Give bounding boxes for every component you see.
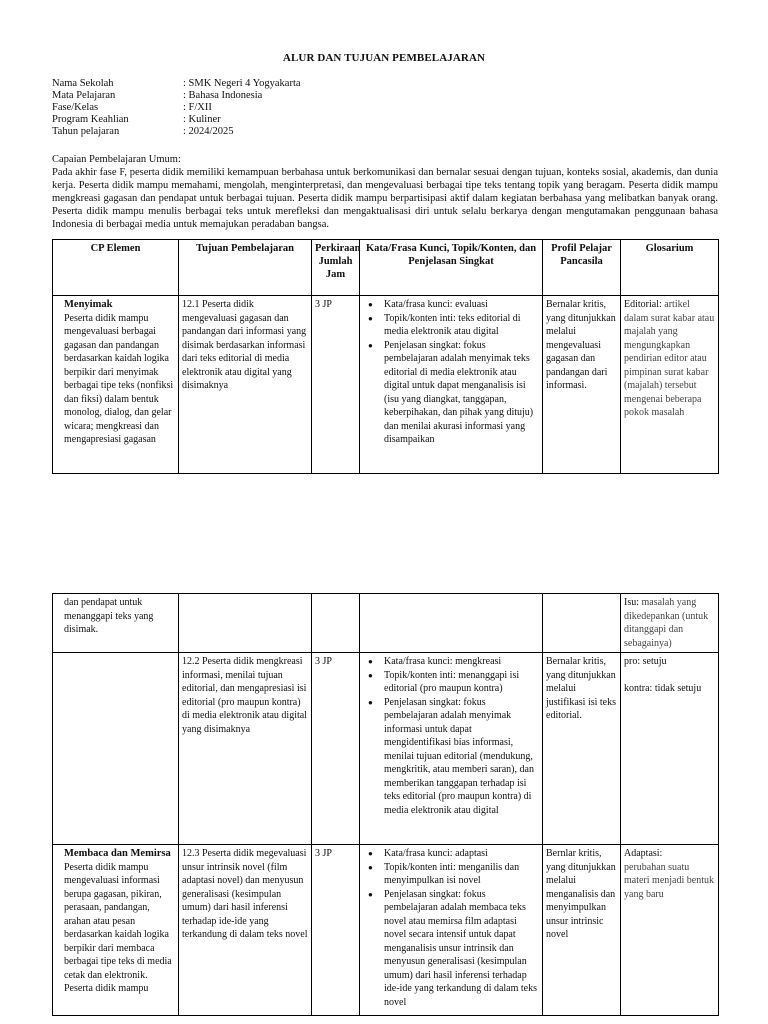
- info-row-subject: [52, 90, 301, 102]
- jam-cell: 3 JP: [312, 296, 360, 474]
- header-glosarium: Glosarium: [621, 240, 719, 296]
- info-value: : Kuliner: [183, 114, 221, 125]
- list-item: ● Penjelasan singkat: fokus pembelajaran adalah menyimak teks editorial di media elektronik atau digital untuk dapat menganalisis isi (isu yang diangkat, tanggapan, keberpihakan, dan pihak yang dituju) dan menilai akurasi informasi yang disampaikan: [379, 339, 539, 447]
- capaian-body: Pada akhir fase F, peserta didik memiliki kemampuan berbahasa untuk berkomunikasi dan bernalar sesuai dengan tujuan, konteks sosial, akademis, dan dunia kerja. Peserta didik mampu memahami, mengolah, menginterpretasi, dan mengevaluasi berbagai tipe teks tentang topik yang beragam. Peserta didik mampu mengkreasi gagasan dan pendapat untuk berbagai tujuan. Peserta didik mampu berpartisipasi aktif dalam kegiatan berbahasa yang melibatkan banyak orang. Peserta didik mampu menulis berbagai teks untuk merefleksi dan mengaktualisasi diri untuk selalu berkarya dengan mengutamakan penggunaan bahasa Indonesia di berbagai media untuk memajukan peradaban bangsa.: [52, 167, 718, 230]
- info-row-year: [52, 126, 301, 138]
- header-tp: Tujuan Pembelajaran: [179, 240, 312, 296]
- cp-cell: [53, 653, 179, 845]
- list-item: ● Penjelasan singkat: fokus pembelajaran adalah membaca teks novel atau memirsa film adaptasi novel secara intensif untuk dapat menganalisis unsur intrinsik dan menyusun generalisasi (kesimpulan umum) dari hasil inferensi terhadap ide-ide yang terkandung di dalam teks novel: [379, 888, 539, 1010]
- jam-cell: [312, 594, 360, 653]
- cp-cell: [53, 296, 179, 474]
- element-text: Peserta didik mampu mengevaluasi informasi berupa gagasan, pikiran, perasaan, pandangan, arahan atau pesan berdasarkan kaidah logika berpikir dari membaca berbagai tipe teks di media cetak dan elektronik. Peserta didik mampu: [64, 861, 172, 994]
- glossary-term: Adaptasi:: [624, 848, 663, 859]
- glosarium-cell: [621, 653, 719, 845]
- table-row: [53, 653, 719, 845]
- cp-cell: [53, 845, 179, 1016]
- list-item: ● Topik/konten inti: menganilis dan menyimpulkan isi novel: [379, 861, 539, 888]
- list-item: ● Penjelasan singkat: fokus pembelajaran adalah menyimak informasi untuk dapat mengidentifikasi bias informasi, menilai tujuan editorial (mendukung, mengkritik, atau memberi saran), dan memberikan tanggapan terhadap isi teks editorial (pro maupun kontra) di media elektronik atau digital: [379, 696, 539, 818]
- info-label: Tahun pelajaran: [52, 126, 120, 137]
- table-header-row: [53, 240, 719, 296]
- tp-cell: 12.2 Peserta didik mengkreasi informasi, menilai tujuan editorial, dan mengapresiasi isi editorial (pro maupun kontra) di media elektronik atau digital yang disimaknya: [179, 653, 312, 845]
- capaian-heading: Capaian Pembelajaran Umum:: [52, 154, 181, 165]
- profil-cell: Bernalar kritis, yang ditunjukkan melalui justifikasi isi teks editorial.: [543, 653, 621, 845]
- element-heading: Menyimak: [64, 299, 113, 310]
- table-row: [53, 845, 719, 1016]
- table-row: [53, 594, 719, 653]
- table-row: [53, 296, 719, 474]
- jam-cell: 3 JP: [312, 845, 360, 1016]
- learning-table-continued: [52, 593, 719, 1016]
- tp-cell: 12.3 Peserta didik megevaluasi unsur intrinsik novel (film adaptasi novel) dan menyusun generalisasi (kesimpulan umum) dari hasil inferensi terhadap ide-ide yang terkandung di dalam teks novel: [179, 845, 312, 1016]
- glossary-term: Editorial:: [624, 299, 662, 310]
- element-text: dan pendapat untuk menanggapi teks yang disimak.: [64, 597, 154, 635]
- info-row-school: [52, 78, 301, 90]
- kata-cell: [360, 296, 543, 474]
- element-text: Peserta didik mampu mengevaluasi berbagai gagasan dan pandangan berdasarkan kaidah logika berpikir dari menyimak berbagai tipe teks (nonfiksi dan fiksi) dalam bentuk monolog, dialog, dan gelar wicara; mengkreasi dan mengapresiasi gagasan: [64, 312, 174, 445]
- list-item: ● Kata/frasa kunci: mengkreasi: [379, 655, 539, 669]
- glossary-definition: masalah yang dikedepankan (untuk ditanggapi dan sebagainya): [624, 597, 709, 649]
- list-item: ● Kata/frasa kunci: evaluasi: [379, 298, 539, 312]
- profil-cell: [543, 594, 621, 653]
- glossary-entry: kontra: tidak setuju: [624, 682, 702, 694]
- kata-cell: [360, 594, 543, 653]
- element-heading: Membaca dan Memirsa: [64, 848, 171, 859]
- glossary-entry: pro: setuju: [624, 656, 667, 667]
- glosarium-cell: [621, 594, 719, 653]
- header-cp: CP Elemen: [53, 240, 179, 296]
- glossary-term: Isu:: [624, 597, 639, 608]
- kata-cell: [360, 845, 543, 1016]
- info-row-program: [52, 114, 301, 126]
- info-label: Mata Pelajaran: [52, 90, 116, 101]
- header-kata: Kata/Frasa Kunci, Topik/Konten, dan Penjelasan Singkat: [360, 240, 543, 296]
- tp-cell: [179, 594, 312, 653]
- info-row-phase: [52, 102, 301, 114]
- identity-block: [52, 78, 301, 138]
- list-item: ● Kata/frasa kunci: adaptasi: [379, 847, 539, 861]
- capaian-section: [52, 153, 718, 231]
- info-label: Program Keahlian: [52, 114, 129, 125]
- info-label: Fase/Kelas: [52, 102, 99, 113]
- profil-cell: Bernlar kritis, yang ditunjukkan melalui menganalisis dan menyimpulkan unsur intrinsic novel: [543, 845, 621, 1016]
- header-jam: Perkiraan Jumlah Jam: [312, 240, 360, 296]
- profil-cell: Bernalar kritis, yang ditunjukkan melalui mengevaluasi gagasan dan pandangan dari informasi.: [543, 296, 621, 474]
- header-profil: Profil Pelajar Pancasila: [543, 240, 621, 296]
- glossary-definition: perubahan suatu materi menjadi bentuk yang baru: [624, 861, 714, 900]
- glosarium-cell: [621, 296, 719, 474]
- info-value: : 2024/2025: [183, 126, 234, 137]
- cp-cell: [53, 594, 179, 653]
- info-label: Nama Sekolah: [52, 78, 114, 89]
- kata-cell: [360, 653, 543, 845]
- jam-cell: 3 JP: [312, 653, 360, 845]
- glossary-definition: artikel dalam surat kabar atau majalah yang mengungkapkan pendirian editor atau pimpinan surat kabar (majalah) tersebut mengenai beberapa pokok masalah: [624, 299, 715, 418]
- info-value: : SMK Negeri 4 Yogyakarta: [183, 78, 301, 89]
- list-item: ● Topik/konten inti: teks editorial di media elektronik atau digital: [379, 312, 539, 339]
- glosarium-cell: [621, 845, 719, 1016]
- info-value: : Bahasa Indonesia: [183, 90, 263, 101]
- document-title: ALUR DAN TUJUAN PEMBELAJARAN: [282, 52, 486, 64]
- tp-cell: 12.1 Peserta didik mengevaluasi gagasan dan pandangan dari informasi yang disimak berdasarkan informasi dari teks editorial di media elektronik atau digital yang disimaknya: [179, 296, 312, 474]
- learning-table: [52, 239, 719, 474]
- list-item: ● Topik/konten inti: menanggapi isi editorial (pro maupun kontra): [379, 669, 539, 696]
- info-value: : F/XII: [183, 102, 212, 113]
